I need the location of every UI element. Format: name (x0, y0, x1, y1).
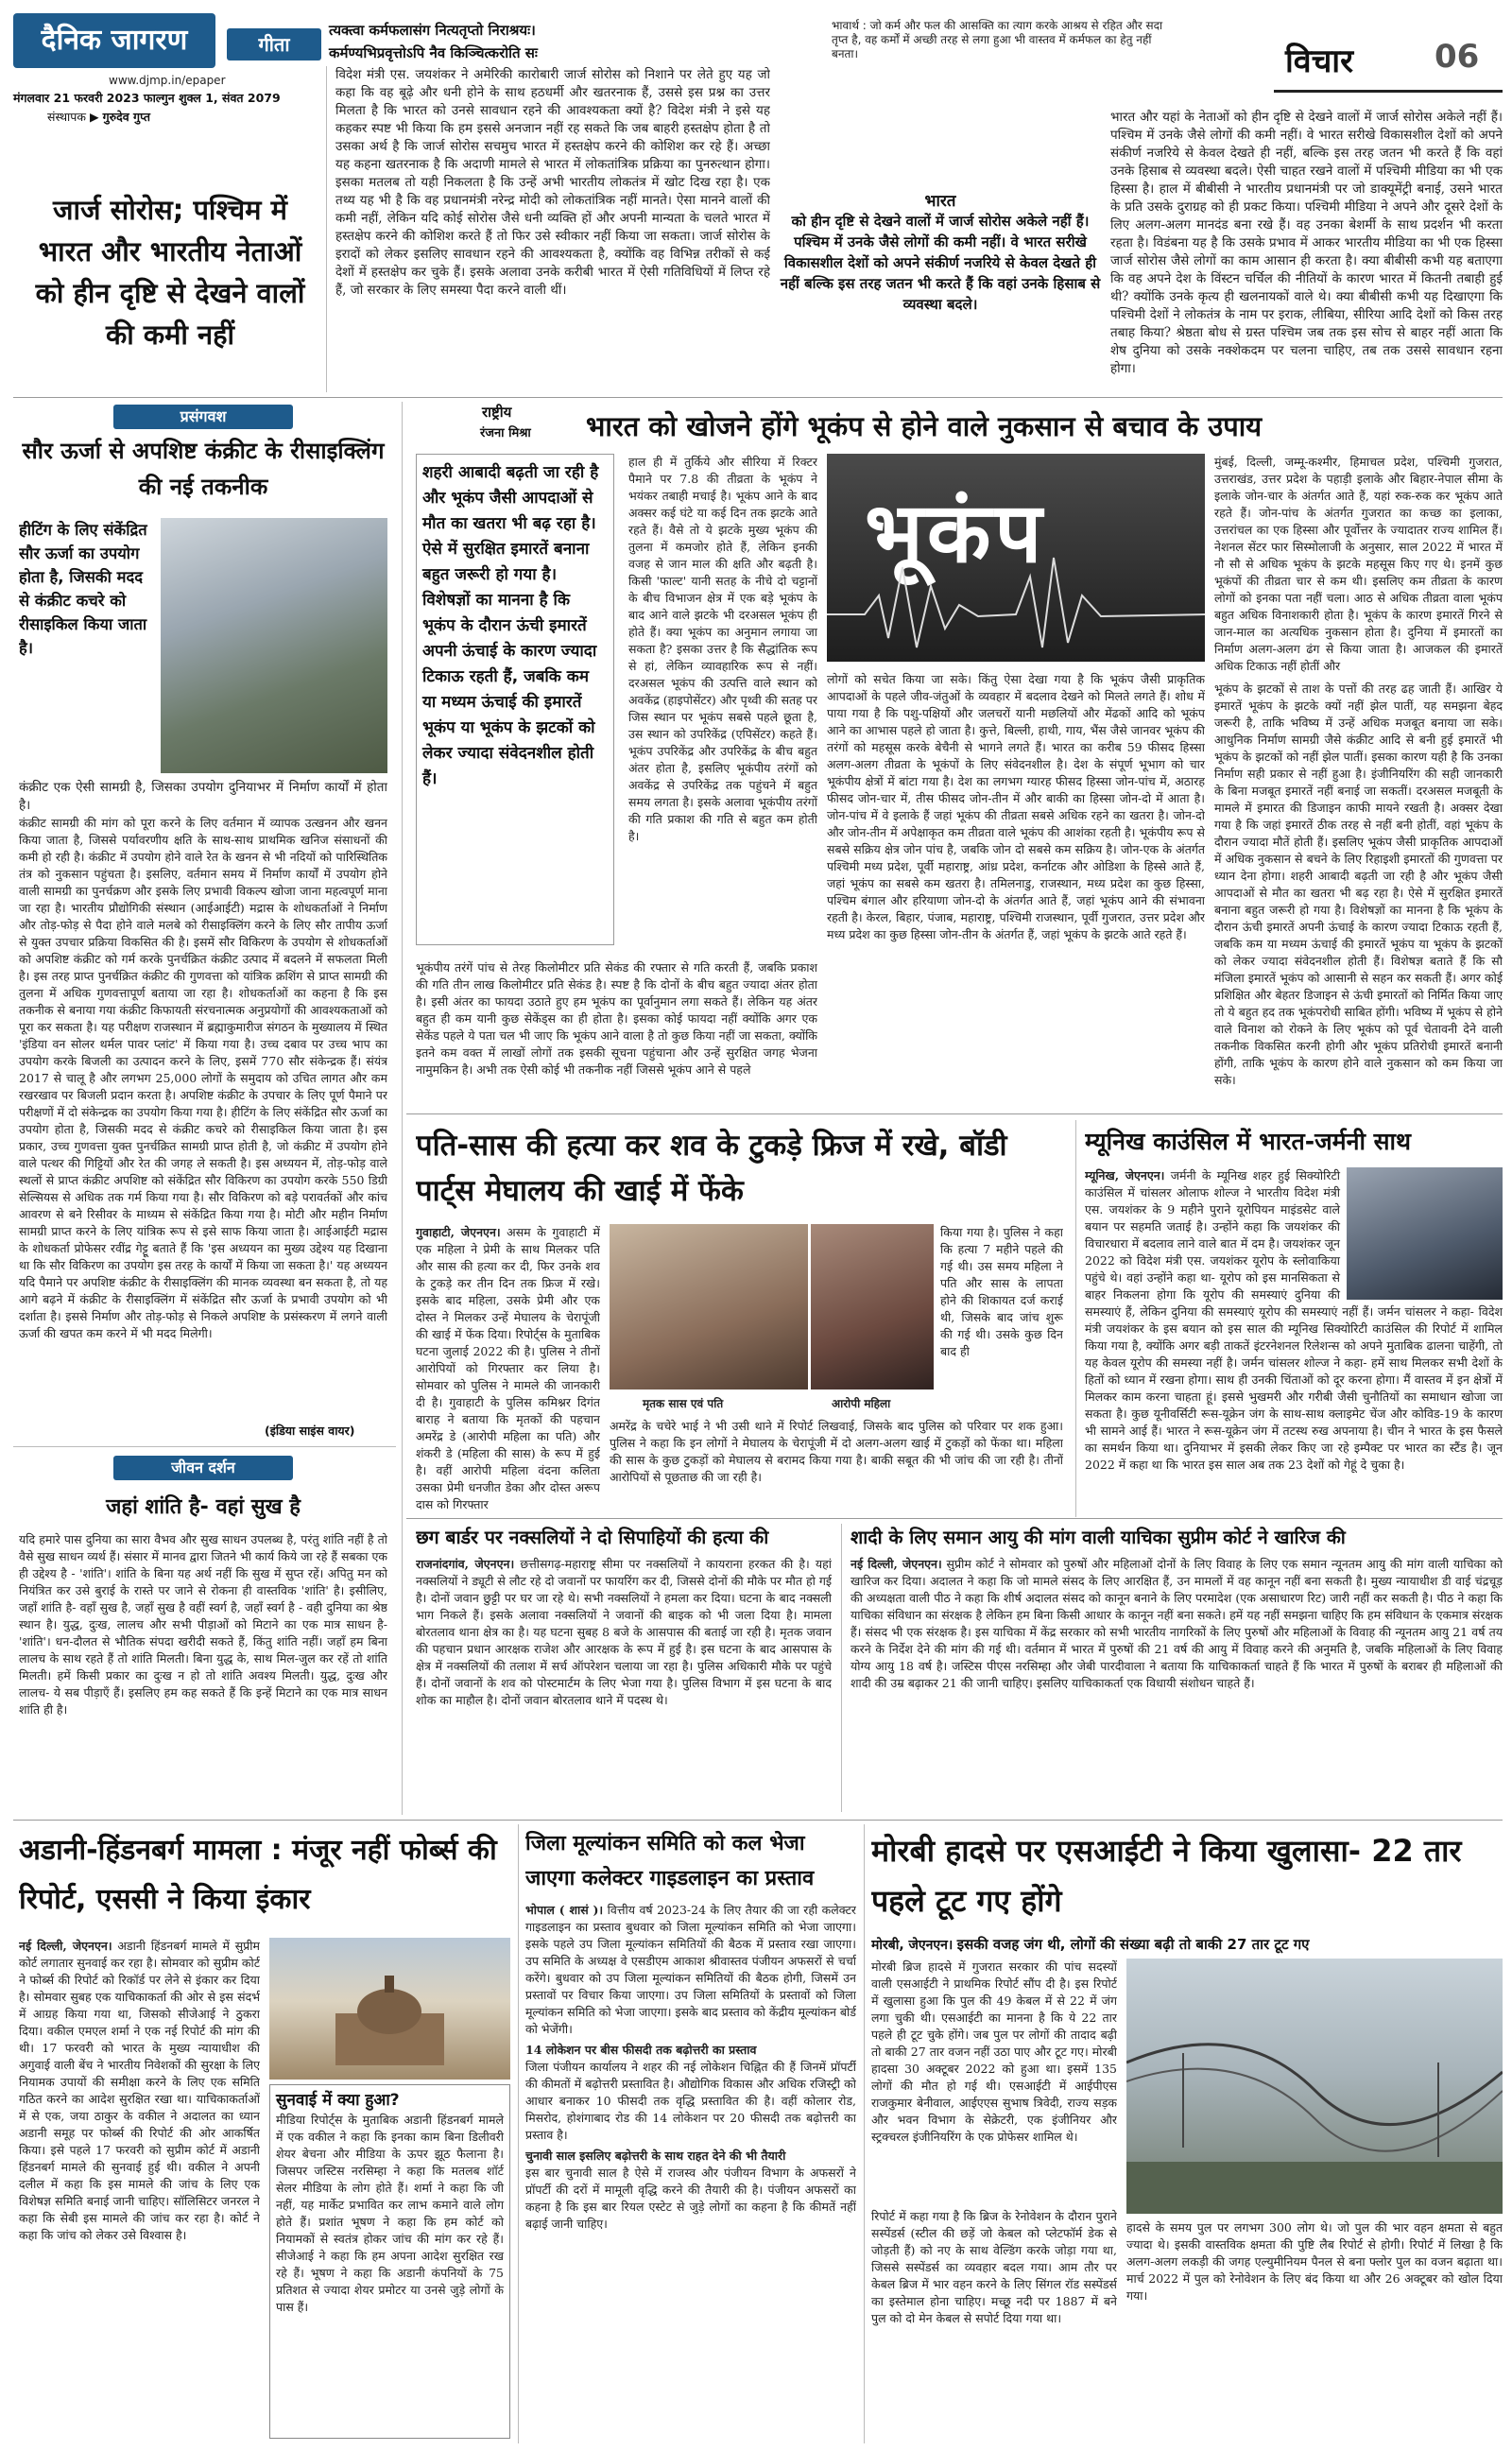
bhookamp-graphic (827, 454, 1205, 662)
morbi-dateline: मोरबी, जेएनएन। (871, 1938, 954, 1953)
collector-body-2: जिला पंजीयन कार्यालय ने शहर की नई लोकेशन चिह्नित की हैं जिनमें प्रॉपर्टी की कीमतों में बढ़ोत्तरी प्रस्तावित है। औद्योगिक विकास और अधिक रजिस्ट्री को आधार बनाकर 10 फीसदी तक वृद्धि प्रस्तावित की है। वहीं कोलार रोड, मिसरोद, होशंगाबाद रोड की 14 लोकेशन पर 20 फीसदी तक बढ़ोत्तरी का प्रस्ताव है। (525, 2060, 856, 2142)
shloka-line-1: त्यक्त्वा कर्मफलासंग नित्यतृप्तो निराश्रयः। (329, 22, 536, 39)
supreme-court-photo (269, 1938, 510, 2080)
seismograph-wave-icon (827, 454, 1205, 662)
morbi-bridge-photo (1126, 1959, 1503, 2214)
section-title: विचार (1285, 43, 1354, 80)
murder-dateline: गुवाहाटी, जेएनएन। (416, 1225, 501, 1239)
page-number: 06 (1435, 38, 1480, 76)
naxal-dateline: राजनांदगांव, जेएनएन। (416, 1557, 515, 1571)
victims-photo (610, 1224, 808, 1389)
morbi-col-1: मोरबी ब्रिज हादसे में गुजरात सरकार की पांच सदस्यों वाली एसआईटी ने प्राथमिक रिपोर्ट सौंप दी है। इस रिपोर्ट में खुलासा हुआ कि पुल की 49 केबल में से 22 में जंग लगा चुकी थी। एसआईटी का मानना है कि ये 22 तार पहले ही टूट चुके होंगे। जब पुल पर लोगों की तादाद बढ़ी तो बाकी 27 तार वजन नहीं उठा पाए और टूट गए। मोरबी हादसा 30 अक्टूबर 2022 को हुआ था। इसमें 135 लोगों की मौत हो गई थी। एसआईटी में आईपीएस राजकुमार बेनीवाल, आईएएस सुभाष त्रिवेदी, राज्य सड़क और भवन विभाग के सेक्रेटरी, एक इंजीनियर और स्ट्रक्चरल इंजीनियरिंग के एक प्रोफेसर शामिल थे। (871, 1959, 1117, 2144)
rashtriya-col-b: भूकंपीय तरंगें पांच से तेरह किलोमीटर प्रति सेकंड की रफ्तार से गति करती हैं, जबकि प्रकाश की गति तीन लाख किलोमीटर प्रति सेकंड है। स्पष्ट है कि दोनों के बीच बहुत ज्यादा अंतर होता है। इसी अंतर का फायदा उठाते हुए हम भूकंप का पूर्वानुमान लगा सकते हैं। लेकिन यह अंतर बहुत ही कम यानी कुछ सेकेंड्स का ही होता है। इसका कोई फायदा नहीं क्योंकि अगर एक सेकेंड पहले ये पता चल भी जाए कि भूकंप आने वाला है तो कुछ किया नहीं जा सकता, क्योंकि इतने कम वक्त में लाखों लोगों तक इसकी सूचना पहुंचाना और उन्हें सुरक्षित जगह भेजना नामुमकिन है। अभी तक ऐसी कोई भी तकनीक नहीं जिससे भूकंप आने से पहले (416, 960, 817, 1077)
naxal-body (416, 1556, 832, 1811)
munich-headline: म्यूनिख काउंसिल में भारत-जर्मनी साथ (1085, 1128, 1411, 1155)
collector-subhead-1: 14 लोकेशन पर बीस फीसदी तक बढ़ोत्तरी का प्रस्ताव (525, 2043, 757, 2057)
pullquote-text: को हीन दृष्टि से देखने वालों में जार्ज सोरोस अकेले नहीं हैं। पश्चिम में उनके जैसे लोगों की कमी नहीं। वे भारत सरीखे विकासशील देशों को अपने संकीर्ण नजरिये से केवल देखते ही नहीं बल्कि इस तरह जतन भी करते हैं कि वहां उनके हिसाब से व्यवस्था बदले। (780, 213, 1101, 313)
prasangvash-pullquote: हीटिंग के लिए संकेंद्रित सौर ऊर्जा का उपयोग होता है, जिसकी मदद से कंक्रीट कचरे को रीसाइकिल किया जाता है। (19, 521, 147, 657)
naxal-headline: छग बार्डर पर नक्सलियों ने दो सिपाहियों की हत्या की (416, 1527, 769, 1548)
adani-headline: अडानी-हिंडनबर्ग मामला : मंजूर नहीं फोर्ब्स की रिपोर्ट, एससी ने किया इंकार (19, 1834, 497, 1916)
naxal-body-text: छत्तीसगढ़-महाराष्ट्र सीमा पर नक्सलियों ने कायराना हरकत की है। यहां नक्सलियों ने ड्यूटी से लौट रहे दो जवानों पर फायरिंग कर दी, जिससे दोनों की मौके पर मौत हो गई है। दोनों जवान छुट्टी पर घर जा रहे थे। सभी नक्सलियों ने हमला कर दिया। घटना के बाद नक्सली भाग निकले हैं। इसके अलावा नक्सलियों ने जवानों की बाइक को भी जला दिया है। मामला बोरतलाव थाना क्षेत्र का है। यह घटना सुबह 8 बजे के आसपास की बताई जा रही है। मृतक जवान की पहचान प्रधान आरक्षक राजेश और आरक्षक के रूप में हुई है। इस घटना के बाद आसपास के क्षेत्र में नक्सलियों की तलाश में सर्च ऑपरेशन चलाया जा रहा है। पुलिस अधिकारी मौके पर पहुंचे हैं। दोनों जवानों के शव को पोस्टमार्टम के लिए भेजा गया है। पुलिस विभाग में इस घटना के बाद शोक का माहौल है। दोनों जवान बोरतलाव थाने में पदस्थ थे। (416, 1557, 832, 1707)
munich-dateline: म्यूनिख, जेएनएन। (1085, 1168, 1165, 1182)
paper-name: दैनिक जागरण (41, 24, 188, 57)
bhookamp-word: भूकंप (865, 484, 1046, 581)
sc-marriage-dateline: नई दिल्ली, जेएनएन। (850, 1557, 942, 1571)
murder-headline: पति-सास की हत्या कर शव के टुकड़े फ्रिज में रखे, बॉडी पार्ट्स मेघालय की खाई में फेंके (416, 1129, 1007, 1208)
collector-body (525, 1902, 856, 2441)
adani-hearing-box (269, 2084, 510, 2439)
adani-col-1 (19, 1938, 260, 2439)
morbi-subhead: इसकी वजह जंग थी, लोगों की संख्या बढ़ी तो बाकी 27 तार टूट गए (956, 1936, 1310, 1953)
collector-body-text: वित्तीय वर्ष 2023-24 के लिए तैयार की जा रही कलेक्टर गाइडलाइन का प्रस्ताव बुधवार को जिला मूल्यांकन समिति को भेजा जाएगा। इसके पहले उप जिला मूल्यांकन समितियों की बैठक में प्रस्ताव रखा जाएगा। उप समिति के अध्यक्ष वे एसडीएम आकाश श्रीवास्तव पंजीयन अफसरों से चर्चा करेंगे। बुधवार को उप जिला मूल्यांकन समितियों की बैठक होगी, जिसमें उन प्रस्तावों पर विचार किया जाएगा। उप जिला समितियों के प्रस्तावों को जिला मूल्यांकन समिति को भेजा जाएगा। इसके बाद प्रस्ताव को केंद्रीय मूल्यांकन बोर्ड को भेजेंगी। (525, 1903, 856, 2036)
collector-subhead-2: चुनावी साल इसलिए बढ़ोत्तरी के साथ राहत देने की भी तैयारी (525, 2149, 786, 2163)
sc-marriage-headline: शादी के लिए समान आयु की मांग वाली याचिका सुप्रीम कोर्ट ने खारिज की (850, 1527, 1346, 1548)
editor-label: संस्थापक (47, 110, 86, 124)
pullquote-label: भारत (924, 192, 956, 211)
morbi-photo-caption: हादसे के समय पुल पर लगभग 300 लोग थे। जो पुल की भार वहन क्षमता से बहुत ज्यादा थे। इसकी वास्तविक क्षमता की पुष्टि लैब रिपोर्ट से होगी। रिपोर्ट में लिखा है कि अलग-अलग लकड़ी की जगह एल्युमीनियम पैनल से बना फ्लोर पुल का वजन बढ़ाता था। मार्च 2022 में पुल को रेनोवेशन के लिए बंद किया था और 26 अक्टूबर को खोल दिया गया। (1126, 2220, 1503, 2303)
adani-box-body: मीडिया रिपोर्ट्स के मुताबिक अडानी हिंडनबर्ग मामले में एक वकील ने कहा कि इनका काम बिना डिलीवरी शेयर बेचना और मीडिया के ऊपर झूठ फैलाना है। जिसपर जस्टिस नरसिम्हा ने कहा कि मतलब शॉर्ट सेलर मीडिया के लोग होते हैं। शर्मा ने कहा कि जी नहीं, यह मार्केट प्रभावित कर लाभ कमाने वाले लोग होते हैं। प्रशांत भूषण ने कहा कि हम कोर्ट को नियामकों से स्वतंत्र होकर जांच की मांग कर रहे हैं। सीजेआई ने कहा कि हम अपना आदेश सुरक्षित रख रहे हैं। भूषण ने कहा कि अडानी कंपनियों के 75 प्रतिशत से ज्यादा शेयर प्रमोटर या उनसे जुड़े लोगों के पास हैं। (276, 2113, 504, 2314)
morbi-headline: मोरबी हादसे पर एसआईटी ने किया खुलासा- 22 तार पहले टूट गए होंगे (871, 1833, 1462, 1919)
jeevan-headline: जहां शांति है- वहां सुख है (106, 1495, 301, 1519)
editorial-col-1: विदेश मंत्री एस. जयशंकर ने अमेरिकी कारोबारी जार्ज सोरोस को निशाने पर लेते हुए यह जो कहा कि वह बूढ़े और धनी होने के साथ हठधर्मी और खतरनाक हैं, उससे इस प्रश्न का उत्तर मिलता है कि भारत को उनसे सावधान रहने की आवश्यकता क्यों है? विदेश मंत्री ने इसे यह कहकर स्पष्ट भी किया कि हम इससे अनजान नहीं रह सकते कि जब बाहरी हस्तक्षेप होता है तो उसका अर्थ है कि जार्ज सोरोस सचमुच भारत में हस्तक्षेप करने की कोशिश कर रहे हैं। अच्छा यह कहना खतरनाक है कि अदाणी मामले से भारत में लोकतांत्रिक प्रक्रिया का पुनरुत्थान होगा। इसका मतलब तो यही निकलता है कि उन्हें अभी भारतीय लोकतंत्र में खोट दिख रहा है। एक तथ्य यह भी है कि वह प्रधानमंत्री नरेन्द्र मोदी को लोकतांत्रिक नहीं मानते। ऐसा मानने वालों की कमी नहीं, लेकिन यदि कोई सोरोस जैसे धनी व्यक्ति हों और अपनी मान्यता के चलते भारत में हस्तक्षेप करने की कोशिश करते हैं तो फिर उसे स्वीकार नहीं किया जा सकता। जार्ज सोरोस के इरादों को लेकर इसलिए सावधान रहने की आवश्यकता है, क्योंकि वह विभिन्न तरीकों से कई देशों में हस्तक्षेप कर चुके हैं। इसके अलावा उनके करीबी भारत में ऐसी गतिविधियों में लिप्त रहे हैं, जो सरकार के लिए समस्या पैदा करने वाली थीं। (335, 67, 770, 298)
editorial-col-3: भारत और यहां के नेताओं को हीन दृष्टि से देखने वालों में जार्ज सोरोस अकेले नहीं हैं। पश्चिम में उनके जैसे लोगों की कमी नहीं। वे भारत सरीखे विकासशील देशों को अपने संकीर्ण नजरिये से केवल देखते ही नहीं, बल्कि इस तरह जतन भी करते हैं कि वहां उनके हिसाब से व्यवस्था बदले। ऐसी चाहत रखने वालों में पश्चिमी मीडिया का भी एक हिस्सा है। हाल में बीबीसी ने भारतीय प्रधानमंत्री पर जो डाक्यूमेंट्री बनाई, उसने भारत के प्रति उसके दुराग्रह को ही प्रकट किया। पश्चिमी मीडिया ने अपने और दूसरे देशों के लिए अलग-अलग मानदंड बना रखे हैं। वह उनका बेशर्मी के साथ प्रदर्शन भी करता रहता है। विडंबना यह है कि उसके प्रभाव में आकर भारतीय मीडिया का भी एक हिस्सा जार्ज सोरोस जैसे लोगों का काम आसान ही करता है। क्या बीबीसी कभी यह बताएगा कि वह अपने देश के विंस्टन चर्चिल की नीतियों के कारण भारत में कितनी तबाही हुई थी? क्योंकि उनके कृत्य ही खलनायकों वाले थे। क्या बीबीसी कभी यह दिखाएगा कि पश्चिमी देशों ने लोकतंत्र के नाम पर इराक, लीबिया, सीरिया आदि देशों को किस तरह तबाह किया? श्रेष्ठता बोध से ग्रस्त पश्चिम जब तक इस सोच से बाहर नहीं आता कि शेष दुनिया को उसके नक्शेकदम पर चलना चाहिए, तब तक उससे सावधान रहना होगा। (1110, 110, 1503, 376)
court-dome-icon (269, 1938, 510, 2080)
editorial-pullquote (780, 189, 1101, 392)
rashtriya-author: रंजना मिश्रा (480, 426, 531, 440)
bhavarth: भावार्थ : जो कर्म और फल की आसक्ति का त्याग करके आश्रय से रहित और सदा तृप्त है, वह कर्मों में अच्छी तरह से लगा हुआ भी वास्तव में कर्मफल का हेतु नहीं बनता। (832, 19, 1163, 60)
prasangvash-tab: प्रसंगवश (113, 405, 293, 429)
collector-body-3: इस बार चुनावी साल है ऐसे में राजस्व और पंजीयन विभाग के अफसरों ने प्रॉपर्टी की दरों में मामूली वृद्धि करने की तैयारी की है। पंजीयन अफसरों का कहना है कि इस बार रियल एस्टेट से जुड़े लोगों का कहना है कि कीमतें नहीं बढ़ाई जानी चाहिए। (525, 2166, 856, 2231)
jeevan-tab: जीवन दर्शन (113, 1456, 293, 1480)
murder-col-1-text: असम के गुवाहाटी में एक महिला ने प्रेमी के साथ मिलकर पति और सास की हत्या कर दी, फिर उनके शव के टुकड़े कर तीन दिन तक फ्रिज में रखे। इसके बाद महिला, उसके प्रेमी और एक दोस्त ने मिलकर उन्हें मेघालय के चेरापूंजी की खाई में फेंक दिया। रिपोर्ट्स के मुताबिक घटना जुलाई 2022 की है। पुलिस ने तीनों आरोपियों को गिरफ्तार कर लिया है। सोमवार को पुलिस ने मामले की जानकारी दी है। गुवाहाटी के पुलिस कमिश्नर दिगंत बाराह ने बताया कि मृतकों की पहचान अमरेंद्र डे (आरोपी महिला का पति) और शंकरी डे (महिला की सास) के रूप में हुई है। वहीं आरोपी महिला वंदना कलिता उसका प्रेमी धनजीत डेका और दोस्त अरूप दास को गिरफ्तार (416, 1225, 600, 1511)
morbi-dateline-line (871, 1934, 1503, 1955)
sc-marriage-body-text: सुप्रीम कोर्ट ने सोमवार को पुरुषों और महिलाओं दोनों के लिए विवाह के लिए एक समान न्यूनतम आयु की मांग वाली याचिका को खारिज कर दिया। अदालत ने कहा कि जो मामले संसद के लिए आरक्षित हैं, उन मामलों में वह कानून नहीं बना सकती है। मुख्य न्यायाधीश डी वाई चंद्रचूड़ की अध्यक्षता वाली पीठ ने कहा कि शीर्ष अदालत संसद को कानून बनाने के लिए परमादेश (एक असाधारण रिट) जारी नहीं कर सकती है। पीठ ने कहा कि याचिका संविधान का संरक्षक है लेकिन हम बिना किसी आधार के कानून नहीं बना सकते। हमें यह नहीं समझना चाहिए कि हम संविधान के एकमात्र संरक्षक हैं। संसद भी एक संरक्षक है। इस याचिका में केंद्र सरकार को सभी भारतीय नागरिकों के लिए पुरुषों और महिलाओं के विवाह की न्यूनतम आयु 21 वर्ष तय करने के निर्देश देने की मांग की गई थी। वर्तमान में भारत में पुरुषों की 21 वर्ष की आयु में विवाह करने की अनुमति है, जबकि महिलाओं के लिए विवाह योग्य आयु 18 वर्ष है। जस्टिस पीएस नरसिम्हा और जेबी पारदीवाला ने बताया कि याचिकाकर्ता चाहते हैं कि भारत में पुरुषों के बराबर ही महिलाओं की शादी की उम्र बढ़ाकर 21 की जानी चाहिए। इसलिए याचिकाकर्ता एक विधायी संशोधन चाहते हैं। (850, 1557, 1503, 1690)
rashtriya-headline: भारत को खोजने होंगे भूकंप से होने वाले नुकसान से बचाव के उपाय (586, 410, 1263, 442)
accused-photo (811, 1224, 934, 1389)
editor-name: गुरुदेव गुप्त (102, 110, 151, 124)
adani-box-title: सुनवाई में क्या हुआ? (276, 2091, 400, 2110)
rashtriya-pullquote: शहरी आबादी बढ़ती जा रही है और भूकंप जैसी आपदाओं से मौत का खतरा भी बढ़ रहा है। ऐसे में सुरक्षित इमारतें बनाना बहुत जरूरी हो गया है। विशेषज्ञों का मानना है कि भूकंप के दौरान ऊंची इमारतें अपनी ऊंचाई के कारण ज्यादा टिकाऊ रहती हैं, जबकि कम या मध्यम ऊंचाई की इमारतें भूकंप या भूकंप के झटकों को लेकर ज्यादा संवेदनशील होती हैं। (416, 454, 614, 945)
gita-label: गीता (258, 33, 290, 56)
accused-caption: आरोपी महिला (832, 1397, 891, 1410)
rashtriya-col-d: मुंबई, दिल्ली, जम्मू-कश्मीर, हिमाचल प्रदेश, पश्चिमी गुजरात, उत्तराखंड, उत्तर प्रदेश के पहाड़ी इलाके और बिहार-नेपाल सीमा के इलाके जोन-चार के अंतर्गत आते हैं, यहां रुक-रुक कर भूकंप आते रहते हैं। जोन-पांच के अंतर्गत गुजरात का कच्छ का इलाका, उत्तरांचल का एक हिस्सा और पूर्वोत्तर के ज्यादातर राज्य शामिल हैं। नेशनल सेंटर फार सिस्मोलाजी के अनुसार, साल 2022 में भारत में नौ सौ से अधिक भूकंप के झटके महसूस किए गए थे। इनमें कुछ भूकंपों की तीव्रता चार से कम थी। इसलिए कम तीव्रता के कारण लोगों को इनका पता नहीं चला। आठ से अधिक तीव्रता वाला भूकंप बहुत अधिक विनाशकारी होता है। भूकंप के कारण इमारतें गिरने से जान-माल का अत्यधिक नुकसान होता है। दुनिया में इमारतों का निर्माण अलग-अलग ढंग से किया जाता है। आजकल की इमारतें अधिक टिकाऊ नहीं होतीं और (1214, 455, 1503, 673)
munich-body (1085, 1167, 1503, 1512)
prasangvash-body: कंक्रीट सामग्री की मांग को पूरा करने के लिए वर्तमान में व्यापक उत्खनन और खनन किया जाता है, जिससे पर्यावरणीय क्षति के साथ-साथ प्राथमिक खनिज संसाधनों की कमी हो रही है। कंक्रीट में उपयोग होने वाले रेत के खनन से भी नदियों को पारिस्थितिक तंत्र को नुकसान पहुंचता है। इसलिए, वर्तमान समय में निर्माण कार्यों में उपयोग होने वाली सामग्री का पुनर्चक्रण और इसके लिए प्रभावी विकल्प खोजा जाना महत्वपूर्ण माना जा रहा है। भारतीय प्रौद्योगिकी संस्थान (आईआईटी) मद्रास के शोधकर्ताओं ने निर्माण और तोड़-फोड़ से पैदा होने वाले मलबे को रीसाइक्लिंग करने के लिए सौर तापीय ऊर्जा से युक्त उपचार प्रक्रिया विकसित की है। इसमें सौर विकिरण के उपयोग से शोधकर्ताओं को अपशिष्ट कंक्रीट को गर्म करके पुनर्चक्रित कंक्रीट उत्पाद में बदलने में सफलता मिली है। इस तरह प्राप्त पुनर्चक्रित कंक्रीट की गुणवत्ता को यांत्रिक क्रशिंग से प्राप्त सामग्री की तुलना में अधिक गुणवत्तापूर्ण बताया जा रहा है। शोधकर्ताओं का कहना है कि इस तकनीक से बनाया गया कंक्रीट किफायती संरचनात्मक अनुप्रयोगों की आवश्यकताओं को पूरा कर सकता है। यह परीक्षण राजस्थान में ब्रह्माकुमारीज संगठन के मुख्यालय में स्थित 'इंडिया वन सोलर थर्मल पावर प्लांट' में किया गया है। उच्च दबाव पर उच्च भाप का उपयोग करके बिजली का उत्पादन करने के लिए, इसमें 770 सौर संकेन्द्रक हैं। संयंत्र 2017 से चालू है और लगभग 25,000 लोगों के समुदाय को उचित लागत और कम रखरखाव पर बिजली प्रदान करता है। अपशिष्ट कंक्रीट के उपचार के लिए पूर्ण पैमाने पर परीक्षणों में दो संकेन्द्रक का उपयोग किया गया है। हीटिंग के लिए संकेंद्रित सौर ऊर्जा का उपयोग होता है, जिसकी मदद से कंक्रीट कचरे को रीसाइकिल किया जाता है। इस प्रकार, उच्च गुणवत्ता युक्त पुनर्चक्रित सामग्री प्राप्त होती है, जो कंक्रीट में उपयोग होने वाले पत्थर की गिट्टियों और रेत की जगह ले सकती है। इस अध्ययन में, तोड़-फोड़ वाले स्थलों से प्राप्त कंक्रीट अपशिष्ट को संकेंद्रित सौर विकिरण का उपयोग करके 550 डिग्री सेल्सियस से अधिक तक गर्म किया गया है। सौर विकिरण को बड़े परावर्तकों और कांच आवरण से बने रिसीवर के माध्यम से संकेंद्रित किया गया है। मोटी और महीन निर्माण सामग्री प्राप्त करने के लिए यांत्रिक रूप से इसे साफ किया जाता है। आईआईटी मद्रास के शोधकर्ता प्रोफेसर रवींद्र गेट्टू बताते हैं कि 'इस अध्ययन का मुख्य उद्देश्य यह दिखाना था कि सौर विकिरण का उपयोग इस तरह के कार्यों में किया जा सकता है।' यह अध्ययन यदि पैमाने पर अपशिष्ट कंक्रीट के रीसाइक्लिंग की मानक व्यवस्था बन सकता है, तो यह आगे बढ़ने में कंक्रीट के रीसाइक्लिंग में संकेंद्रित सौर ऊर्जा के प्रभावी उपयोग को भी दर्शाता है। इससे निर्माण और तोड़-फोड़ से निकले अपशिष्ट के प्रसंस्करण में लगने वाली ऊर्जा की खपत कम करने में भी मदद मिलेगी। (19, 816, 387, 1340)
rashtriya-label: राष्ट्रीय (482, 404, 512, 421)
munich-body-text: जर्मनी के म्यूनिख शहर हुई सिक्योरिटी काउंसिल में चांसलर ओलाफ शोल्ज ने भारतीय विदेश मंत्री एस. जयशंकर के 9 महीने पुराने यूरोपियन माइंडसेट वाले बयान पर सहमति जताई है। उन्होंने कहा कि जयशंकर की विचारधारा में बदलाव लाने वाले बात में दम है। जयशंकर जून 2022 को विदेश मंत्री एस. जयशंकर यूरोप के स्लोवाकिया पहुंचे थे। वहां उन्होंने कहा था- यूरोप को इस मानसिकता से बाहर निकलना होगा कि यूरोप की समस्याएं दुनिया की समस्याएं हैं, लेकिन दुनिया की समस्याएं यूरोप की समस्याएं नहीं हैं। जर्मन चांसलर ने कहा- विदेश मंत्री जयशंकर के इस बयान को इस साल की म्यूनिख सिक्योरिटी काउंसिल की रिपोर्ट में शामिल किया गया है, क्योंकि अगर बड़ी ताकतें इंटरनेशनल रिलेशन्स को अपने मुताबिक ढालना चाहेंगी, तो यह केवल यूरोप की समस्या नहीं है। जर्मन चांसलर शोल्ज ने कहा- हमें साथ मिलकर सभी देशों के हितों को ध्यान में रखना होगा। साथ ही उनकी चिंताओं को दूर करना होगा। मैं वास्तव में इन क्षेत्रों में मिलकर काम करना चाहता हूं। इससे भुखमरी और गरीबी जैसी चुनौतियों का समाधान खोजा जा सकता है। कुछ यूनीवर्सिटी रूस-यूक्रेन जंग के साथ-साथ क्लाइमेट चेंज और कोविड-19 के कारण भी सामने आई हैं। भारत ने रूस-यूक्रेन जंग में तटस्थ रुख अपनाया है। चीन ने भारत के इस फैसले का समर्थन किया था। दुनियाभर में इसकी लेकर किए जा रहे इम्पैक्ट पर भारत का स्टैंड है। जून 2022 में कहा था कि भारत इस साल अब तक 23 देशों को गेहूं दे चुका है। (1085, 1168, 1503, 1472)
bridge-wreck-icon (1126, 1959, 1503, 2214)
prasangvash-headline: सौर ऊर्जा से अपशिष्ट कंक्रीट के रीसाइक्लिंग की नई तकनीक (22, 438, 385, 500)
adani-dateline: नई दिल्ली, जेएनएन। (19, 1939, 112, 1953)
sc-marriage-body (850, 1556, 1503, 1811)
date-line: मंगलवार 21 फरवरी 2023 फाल्गुन शुक्ल 1, संवत 2079 (13, 91, 281, 105)
victims-caption: मृतक सास एवं पति (643, 1397, 724, 1410)
prasangvash-credit: (इंडिया साइंस वायर) (265, 1424, 355, 1438)
collector-headline: जिला मूल्यांकन समिति को कल भेजा जाएगा कलेक्टर गाइडलाइन का प्रस्ताव (525, 1832, 815, 1890)
murder-col-1 (416, 1224, 600, 1512)
collector-dateline: भोपाल ( शासं )। (525, 1903, 604, 1917)
editorial-headline: जार्ज सोरोस; पश्चिम में भारत और भारतीय नेताओं को हीन दृष्टि से देखने वालों की कमी नहीं (35, 194, 305, 351)
masthead-rule (1274, 90, 1503, 93)
prasangvash-lead: कंक्रीट एक ऐसी सामग्री है, जिसका उपयोग दुनियाभर में निर्माण कार्यों में होता है। (19, 780, 387, 813)
rashtriya-col-a: हाल ही में तुर्किये और सीरिया में रिक्टर पैमाने पर 7.8 की तीव्रता के भूकंप ने भयंकर तबाही मचाई है। भूकंप आने के बाद अक्सर कई घंटे या कई दिन तक झटके आते रहते हैं। वैसे तो ये झटके मुख्य भूकंप की तुलना में कमजोर होते हैं, लेकिन इनकी वजह से जान माल की क्षति और बढ़ती है। किसी 'फाल्ट' यानी सतह के नीचे दो चट्टानों के बीच विभाजन क्षेत्र में एक बड़े भूकंप के बाद आने वाले झटके भी दरअसल भूकंप ही होते हैं। क्या भूकंप का अनुमान लगाया जा सकता है? इसका उत्तर है कि सैद्धांतिक रूप से हां, लेकिन व्यावहारिक रूप से नहीं। दरअसल भूकंप की उत्पत्ति वाले स्थान को अवकेंद्र (हाइपोसेंटर) और पृथ्वी की सतह पर जिस स्थान पर भूकंप सबसे पहले छूता है, उस स्थान को उपरिकेंद्र (एपिसेंटर) कहते हैं। भूकंप उपरिकेंद्र और उपरिकेंद्र के बीच बहुत अंतर होता है, इसलिए भूकंपीय तरंगों को अवकेंद्र से उपरिकेंद्र तक पहुंचने में बहुत समय लगता है। इसके अलावा भूकंपीय तरंगों की गति प्रकाश की गति से बहुत कम होती है। (628, 455, 817, 843)
murder-col-2: किया गया है। पुलिस ने कहा कि हत्या 7 महीने पहले की गई थी। उस समय महिला ने पति और सास के लापता होने की शिकायत दर्ज कराई थी, जिसके बाद जांच शुरू की गई थी। उसके कुछ दिन बाद ही (940, 1225, 1063, 1358)
gita-badge (227, 28, 321, 60)
shloka-line-2: कर्मण्यभिप्रवृत्तोऽपि नैव किञ्चित्करोति सः (329, 44, 538, 61)
masthead-logo (13, 13, 215, 68)
rashtriya-col-c: लोगों को सचेत किया जा सके। किंतु ऐसा देखा गया है कि भूकंप जैसी प्राकृतिक आपदाओं के पहले जीव-जंतुओं के व्यवहार में बदलाव देखने को मिलते लगते हैं। शोध में पाया गया है कि पशु-पक्षियों और जलचरों यानी मछलियों और मेंढकों आदि को भूकंप आने का आभास पहले हो जाता है। कुत्ते, बिल्ली, हाथी, गाय, भैंस जैसे जानवर भूकंप की तरंगों को महसूस करके बेचैनी से भागने लगते हैं। भारत का करीब 59 फीसद हिस्सा अलग-अलग तीव्रता के भूकंपों के लिए संवेदनशील है। देश के संपूर्ण भूभाग को चार भूकंपीय क्षेत्रों में बांटा गया है। देश का लगभग ग्यारह फीसद हिस्सा जोन-पांच में, अठारह फीसद जोन-चार में, तीस फीसद जोन-तीन में और बाकी का हिस्सा जोन-दो में आता है। जोन-पांच में वे इलाके हैं जहां भूकंप की तीव्रता सबसे अधिक रहने का खतरा है। जोन-दो और जोन-तीन में अपेक्षाकृत कम तीव्रता वाले भूकंप की आशंका रहती है। भूकंपीय रूप से सबसे सक्रिय क्षेत्र जोन पांच है, जबकि जोन दो सबसे कम सक्रिय है। जोन-एक के अंतर्गत पश्चिमी मध्य प्रदेश, पूर्वी महाराष्ट्र, आंध्र प्रदेश, कर्नाटक और ओडिशा के हिस्से आते हैं, जहां भूकंप का सबसे कम खतरा है। तमिलनाडु, राजस्थान, मध्य प्रदेश का कुछ हिस्सा, पश्चिम बंगाल और हरियाणा जोन-दो के अंतर्गत आते हैं, जहां भूकंप आने की संभावना रहती है। केरल, बिहार, पंजाब, महाराष्ट्र, पश्चिमी राजस्थान, पूर्वी गुजरात, उत्तर प्रदेश और मध्य प्रदेश का कुछ हिस्सा जोन-तीन के अंतर्गत हैं, जहां भूकंप के झटके आते रहते हैं। (827, 672, 1205, 941)
rashtriya-col-e: भूकंप के झटकों से ताश के पत्तों की तरह ढह जाती हैं। आखिर ये इमारतें भूकंप के झटके क्यों नहीं झेल पातीं, यह समझना बेहद जरूरी है, ताकि भविष्य में उन्हें अधिक मजबूत बनाया जा सके। आधुनिक निर्माण सामग्री जैसे कंक्रीट आदि से बनी हुई इमारतें भी भूकंप के झटकों को नहीं झेल पातीं। इसका कारण यही है कि उनका निर्माण सही प्रकार से नहीं हुआ है। इंजीनियरिंग की सही जानकारी के बिना मजबूत इमारतें नहीं बनाई जा सकतीं। दरअसल मजबूती के मामले में इमारत की डिजाइन काफी मायने रखती है। अक्सर देखा गया है कि जहां इमारतें ठीक तरह से नहीं बनी होतीं, वहां भूकंप के दौरान ज्यादा मौतें होती हैं। इसलिए भूकंप जैसी प्राकृतिक आपदाओं में अधिक नुकसान से बचने के लिए रिहाइशी इमारतों की गुणवत्ता पर ध्यान देना होगा। शहरी आबादी बढ़ती जा रही है और भूकंप जैसी आपदाओं से मौत का खतरा भी बढ़ रहा है। ऐसे में सुरक्षित इमारतें बनाना बहुत जरूरी हो गया है। विशेषज्ञों का मानना है कि भूकंप के दौरान ऊंची इमारतें अपनी ऊंचाई के कारण ज्यादा टिकाऊ रहती हैं, जबकि कम या मध्यम ऊंचाई की इमारतें भूकंप या भूकंप के झटकों को लेकर ज्यादा संवेदनशील होती हैं। विशेषज्ञ बताते हैं कि सौ मंजिला इमारतें भूकंप को आसानी से सहन कर सकती हैं। अगर कोई प्रशिक्षित और बेहतर डिजाइन से ऊंची इमारतों को निर्मित किया जाए तो ये बहुत हद तक भूकंपरोधी साबित होंगी। भविष्य में भूकंप से होने वाले विनाश को रोकने के लिए भूकंप को पूर्व चेतावनी देने वाली तकनीक विकसित करनी होगी और भूकंप प्रतिरोधी इमारतें बनानी होंगी, ताकि भूकंप के कारण होने वाले नुकसान को कम किया जा सके। (1214, 682, 1503, 1087)
murder-col-3: अमरेंद्र के चचेरे भाई ने भी उसी थाने में रिपोर्ट लिखवाई, जिसके बाद पुलिस को परिवार पर शक हुआ। पुलिस ने कहा कि इन लोगों ने मेघालय के चेरापूंजी में दो अलग-अलग खाई में टुकड़ों को फेंका था। महिला की सास के कुछ टुकड़ों को मेघालय से बरामद किया गया है। बाकी सबूत की भी जांच की जा रही है। तीनों आरोपियों से पूछताछ की जा रही है। (610, 1419, 1063, 1484)
editor-line (47, 109, 150, 125)
jeevan-body: यदि हमारे पास दुनिया का सारा वैभव और सुख साधन उपलब्ध है, परंतु शांति नहीं है तो वैसे सुख साधन व्यर्थ हैं। संसार में मानव द्वारा जितने भी कार्य किये जा रहे हैं सबका एक ही उद्देश्य है - 'शांति'। शांति के बिना यह अर्थ नहीं कि सुख में सुप्त रहें। अपितु मन को नियंत्रित कर उसे बुराई के रास्ते पर जाने से रोकना ही वास्तविक 'शांति' है। इसीलिए, जहाँ शांति है- वहाँ सुख है, जहाँ सुख है वहीं स्वर्ग है, जहाँ स्वर्ग है - वही दुनिया का श्रेष्ठ स्थान है। युद्ध, दुःख, लालच और सभी पीड़ाओं को मिटाने का एक मात्र साधन है- 'शांति'। धन-दौलत से भौतिक संपदा खरीदी सकते हैं, किंतु शांति नहीं। जहाँ हम बिना लालच के साथ रहते हैं तो शांति मिलती। बिना युद्ध के, साथ मिल-जुल कर रहें तो शांति मिलती। हमें किसी प्रकार का दुःख न हो तो शांति अवश्य मिलती। युद्ध, दुःख और लालच- ये सब पीड़ाएँ हैं। इसलिए हम कह सकते हैं कि इन्हें मिटाने का एक मात्र साधन शांति ही है। (19, 1532, 387, 1717)
epaper-url[interactable]: www.djmp.in/epaper (109, 74, 226, 87)
morbi-col-2: रिपोर्ट में कहा गया है कि ब्रिज के रेनोवेशन के दौरान पुराने सस्पेंडर्स (स्टील की छड़ें जो केबल को प्लेटफॉर्म डेक से जोड़ती हैं) को नए के साथ वेल्डिंग करके जोड़ा गया था, जिससे सस्पेंडर्स का व्यवहार बदल गया। आम तौर पर केबल ब्रिज में भार वहन करने के लिए सिंगल रॉड सस्पेंडर्स का इस्तेमाल होना चाहिए। मच्छू नदी पर 1887 में बने पुल को दो मेन केबल से सपोर्ट दिया गया था। (871, 2209, 1117, 2325)
arrow-icon: ▶ (89, 110, 103, 124)
adani-col-1-text: अडानी हिंडनबर्ग मामले में सुप्रीम कोर्ट लगातार सुनवाई कर रहा है। सोमवार को सुप्रीम कोर्ट ने फोर्ब्स की रिपोर्ट को रिकॉर्ड पर लेने से इंकार कर दिया है। सोमवार सुबह एक याचिकाकर्ता की ओर से इस संदर्भ में आग्रह किया गया था, जिसको सीजेआई ने ठुकरा दिया। वकील एमएल शर्मा ने एक नई रिपोर्ट की मांग की थी। 17 फरवरी को भारत के मुख्य न्यायाधीश की अगुवाई वाली बेंच ने भारतीय निवेशकों की सुरक्षा के लिए नियामक उपायों की समीक्षा करने के लिए एक समिति गठित करने का आदेश सुरक्षित रखा था। याचिकाकर्ताओं में से एक, जया ठाकुर के वकील ने अदालत का ध्यान अडानी समूह पर फोर्ब्स की रिपोर्ट की ओर आकर्षित किया। इसे पहले 17 फरवरी को सुप्रीम कोर्ट में अडानी हिंडनबर्ग मामले की सुनवाई हुई थी। वकील ने अपनी दलील में कहा कि इस मामले की जांच के लिए एक विशेषज्ञ समिति बनाई जानी चाहिए। सॉलिसिटर जनरल ने कहा कि सेबी इस मामले की जांच कर रहा है। कोर्ट ने कहा कि जांच को लेकर उसे विश्वास है। (19, 1939, 260, 2242)
solar-plant-photo (161, 518, 387, 773)
